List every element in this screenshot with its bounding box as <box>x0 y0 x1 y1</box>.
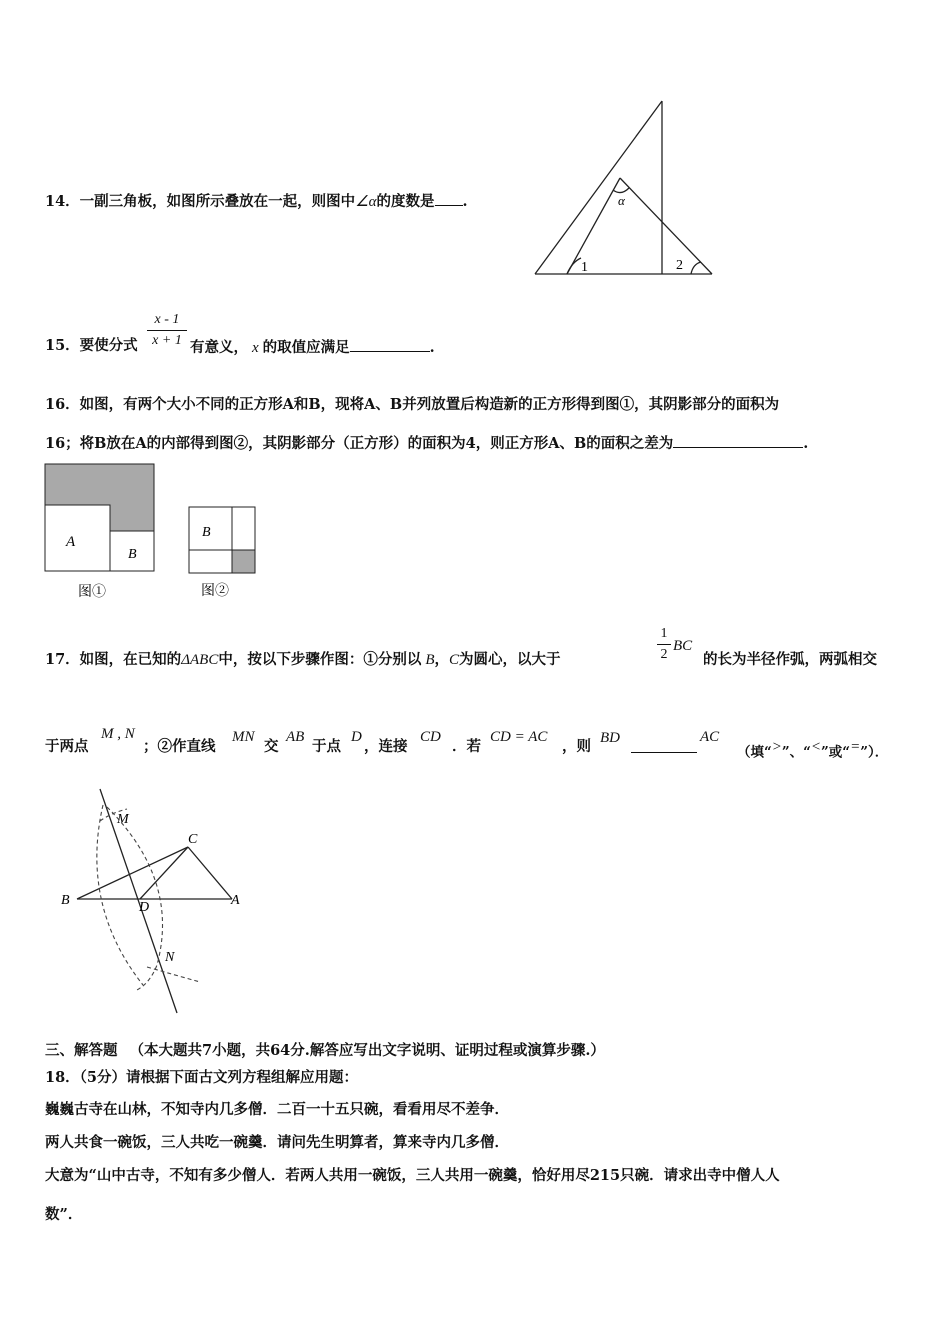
q17-label-b: B <box>61 893 70 908</box>
q16-figure2 <box>187 505 262 603</box>
q15-fraction <box>147 312 187 349</box>
section3-note: （本大题共7小题，共64分.解答应写出文字说明、证明过程或演算步骤.） <box>129 1042 605 1059</box>
q17-p8: 于点 <box>312 738 341 755</box>
q17-half-num: 1 <box>660 626 668 641</box>
q17-p2: 中，按以下步骤作图：①分别以 <box>218 651 422 668</box>
q14-text <box>45 191 468 211</box>
q15-answer-blank[interactable] <box>350 337 430 352</box>
q17-p1: 17．如图，在已知的 <box>45 651 182 668</box>
q17-triangle: ΔABC <box>181 652 219 668</box>
q16-fig1-caption: 图① <box>78 585 106 600</box>
q15-denominator: x + 1 <box>152 333 182 348</box>
q15-suffix: 的取值应满足 <box>262 339 350 356</box>
q17-label-c: C <box>188 832 198 847</box>
q14-angle2-arc <box>691 262 701 274</box>
section3-header <box>45 1042 605 1060</box>
q17-bd: BD <box>600 730 620 746</box>
q18-line1: 巍巍古寺在山林，不知寺内几多僧．二百一十五只碗，看看用尽不差争． <box>45 1101 509 1118</box>
q17-p12: （填“ <box>737 744 772 761</box>
q14-angle: ∠α <box>355 194 377 210</box>
q16-fig2-label-b: B <box>202 525 211 540</box>
q17-ab: AB <box>286 729 305 745</box>
q17-p10: ．若 <box>452 738 481 755</box>
q14-text-before: 14．一副三角板，如图所示叠放在一起，则图中 <box>45 193 356 210</box>
q14-label-1: 1 <box>581 260 588 275</box>
q17-label-a: A <box>231 893 240 908</box>
q17-half-den: 2 <box>660 647 668 662</box>
q17-p4: 的长为半径作弧，两弧相交 <box>703 651 877 668</box>
q17-cd: CD <box>420 729 441 745</box>
q17-p9: ，连接 <box>364 738 408 755</box>
q14-alpha-arc <box>613 188 629 193</box>
q16-fig1-label-b: B <box>128 547 137 562</box>
q17-arc-n-right <box>147 967 200 982</box>
q14-alpha-label: α <box>618 193 625 208</box>
q17-comma: ， <box>434 651 449 668</box>
q16-fig2-caption: 图② <box>201 584 229 599</box>
q17-equation: CD = AC <box>490 729 548 745</box>
q14-answer-blank[interactable] <box>435 191 463 206</box>
q17-mn: MN <box>232 729 255 745</box>
q17-answer-blank[interactable] <box>631 738 697 753</box>
q16-line2: 16；将B放在A的内部得到图②，其阴影部分（正方形）的面积为4，则正方形A、B的面积之差为 <box>45 435 674 452</box>
q17-ac: AC <box>700 729 720 745</box>
q17-bc: BC <box>673 638 693 654</box>
q17-p15: ”）． <box>860 744 889 761</box>
q14-label-2: 2 <box>676 258 683 273</box>
q17-mn-points: M , N <box>101 726 135 742</box>
q17-c: C <box>449 652 460 668</box>
q15-middle: 有意义， <box>190 339 248 356</box>
q17-segment-ca <box>188 847 232 899</box>
q16-end: . <box>803 435 809 452</box>
q17-segment-cd <box>140 847 188 899</box>
q18-line4: 数”． <box>45 1206 83 1223</box>
q17-gt: > <box>771 739 782 755</box>
q17-p13: ”、“ <box>781 744 811 761</box>
q16-line2-wrap <box>45 433 808 453</box>
q18-line3: 大意为“山中古寺，不知有多少僧人．若两人共用一碗饭，三人共用一碗羹，恰好用尽215只碗．请求出寺中僧人人 <box>45 1167 780 1184</box>
q14-end: . <box>462 193 468 210</box>
q16-answer-blank[interactable] <box>673 433 803 448</box>
q16-fig1-square-a <box>45 505 110 571</box>
q17-d: D <box>351 729 362 745</box>
q15-prefix: 15．要使分式 <box>45 337 138 354</box>
q16-fig1-label-a: A <box>66 534 76 550</box>
q14-right-slope <box>620 178 712 274</box>
q15-numerator: x - 1 <box>154 312 180 327</box>
q16-line1: 16．如图，有两个大小不同的正方形A和B，现将A、B并列放置后构造新的正方形得到图①，其阴影部分的面积为 <box>45 396 780 413</box>
q17-p6: ；②作直线 <box>143 738 216 755</box>
q17-half-fraction <box>657 626 671 663</box>
q16-figure1 <box>44 463 159 603</box>
q17-p7: 交 <box>264 738 279 755</box>
q17-lt: < <box>810 739 822 755</box>
q16-fig2-shaded <box>232 550 255 573</box>
q17-label-m: M <box>117 812 129 827</box>
q17-fill-hint <box>737 738 888 762</box>
q17-label-n: N <box>165 950 175 965</box>
q17-segment-bc <box>77 847 188 899</box>
q17-p3: 为圆心，以大于 <box>459 651 561 668</box>
q17-construction-figure <box>55 785 260 1020</box>
q18-line2: 两人共食一碗饭，三人共吃一碗羹．请问先生明算者，算来寺内几多僧． <box>45 1134 509 1151</box>
q15-text <box>190 337 435 357</box>
q17-p11: ，则 <box>562 738 591 755</box>
section3-title: 三、解答题 <box>45 1042 118 1059</box>
q17-p14: ”或“ <box>821 744 851 761</box>
q14-triangle-figure <box>525 92 725 284</box>
q17-p5: 于两点 <box>45 738 89 755</box>
q14-text-after: 的度数是 <box>376 193 435 210</box>
q15-var: x <box>252 340 259 356</box>
q17-line1 <box>45 651 561 669</box>
q14-left-hypotenuse <box>535 101 662 274</box>
q15-end: . <box>429 339 435 356</box>
q17-b: B <box>425 652 435 668</box>
q17-label-d: D <box>139 900 150 915</box>
q18-head: 18．（5分）请根据下面古文列方程组解应用题： <box>45 1069 359 1086</box>
q17-eq: = <box>850 739 861 755</box>
q14-inner-line <box>567 178 620 274</box>
q15-fraction-bar <box>147 330 187 331</box>
